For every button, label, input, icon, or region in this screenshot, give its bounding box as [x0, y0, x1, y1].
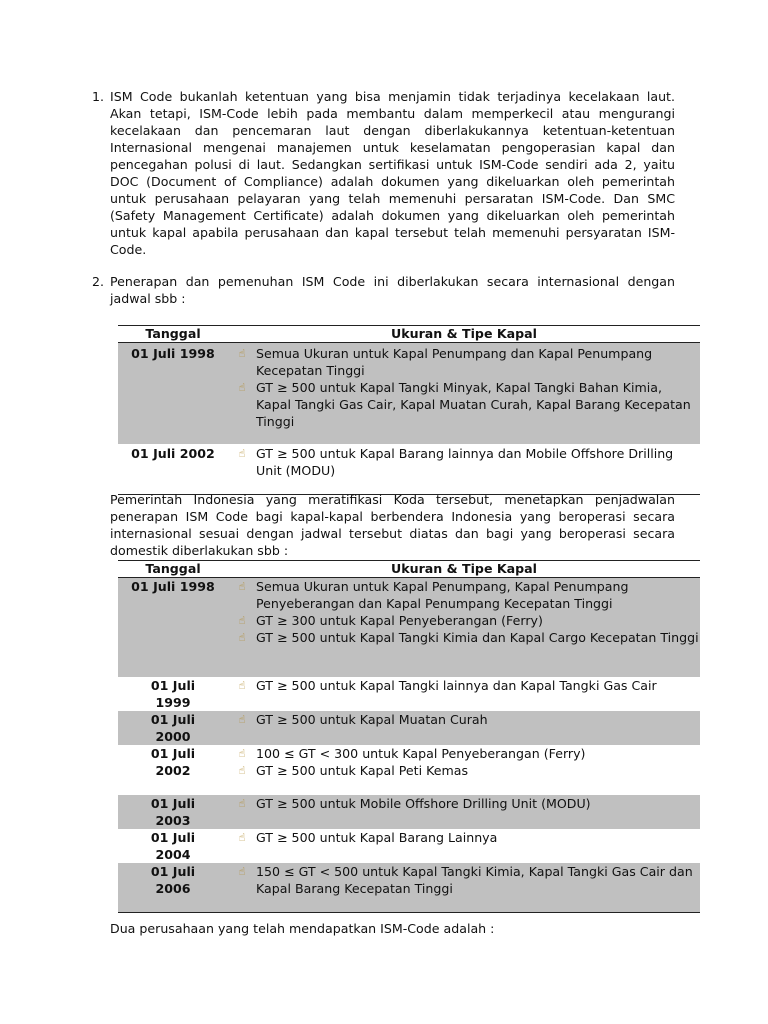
list-item: ☝ 150 ≤ GT < 500 untuk Kapal Tangki Kimia, Kapal Tangki Gas Cair dan Kapal Barang Kecepatan Tinggi [228, 863, 700, 897]
pointing-hand-icon: ☝ [238, 747, 246, 760]
list-item: ☝ GT ≥ 500 untuk Mobile Offshore Drilling Unit (MODU) [228, 795, 700, 812]
row-date: 01 Juli 2000 [150, 712, 196, 744]
schedule-table-domestic [118, 560, 700, 913]
column-header-date: Tanggal [118, 326, 228, 343]
list-item: ☝ GT ≥ 500 untuk Kapal Peti Kemas [228, 762, 700, 779]
pointing-hand-icon: ☝ [238, 580, 246, 593]
pointing-hand-icon: ☝ [238, 614, 246, 627]
list-number-1: 1. [92, 89, 105, 104]
table-row [118, 863, 700, 913]
list-item: ☝ GT ≥ 500 untuk Kapal Tangki Kimia dan Kapal Cargo Kecepatan Tinggi [228, 629, 700, 646]
table-row [118, 795, 700, 829]
closing-text: Dua perusahaan yang telah mendapatkan ISM-Code adalah : [110, 921, 495, 936]
pointing-hand-icon: ☝ [238, 679, 246, 692]
list-item: ☝ Semua Ukuran untuk Kapal Penumpang dan Kapal Penumpang Kecepatan Tinggi [228, 345, 700, 379]
row-date: 01 Juli 2002 [131, 446, 215, 461]
list-item: ☝ GT ≥ 500 untuk Kapal Barang Lainnya [228, 829, 700, 846]
list-item: ☝ GT ≥ 300 untuk Kapal Penyeberangan (Ferry) [228, 612, 700, 629]
table-row [118, 711, 700, 745]
row-date: 01 Juli 2006 [150, 864, 196, 896]
pointing-hand-icon: ☝ [238, 865, 246, 878]
paragraph-1: ISM Code bukanlah ketentuan yang bisa menjamin tidak terjadinya kecelakaan laut. Akan tetapi, ISM-Code lebih pada membantu dalam memperkecil atau mengurangi kecelakaan dan pencemaran laut dengan diberlakukannya ketentuan-ketentuan Internasional mengenai manajemen untuk keselamatan pengoperasian kapal dan pencegahan polusi di laut. Sedangkan sertifikasi untuk ISM-Code sendiri ada 2, yaitu DOC (Document of Compliance) adalah dokumen yang dikeluarkan oleh pemerintah untuk perusahaan pelayaran yang telah memenuhi persaratan ISM-Code. Dan SMC (Safety Management Certificate) adalah dokumen yang dikeluarkan oleh pemerintah untuk kapal apabila perusahaan dan kapal tersebut telah memenuhi persyaratan ISM-Code. [110, 89, 675, 257]
pointing-hand-icon: ☝ [238, 347, 246, 360]
regulation-paragraph: Pemerintah Indonesia yang meratifikasi Koda tersebut, menetapkan penjadwalan penerapan ISM Code bagi kapal-kapal berbendera Indonesia yang beroperasi secara internasional sesuai dengan jadwal tersebut diatas dan bagi yang beroperasi secara domestik diberlakukan sbb : [110, 492, 675, 558]
row-date: 01 Juli 1999 [150, 678, 196, 710]
list-item: ☝ GT ≥ 500 untuk Kapal Muatan Curah [228, 711, 700, 728]
table-row [118, 745, 700, 795]
list-item: ☝ GT ≥ 500 untuk Kapal Tangki Minyak, Kapal Tangki Bahan Kimia, Kapal Tangki Gas Cair, Kapal Muatan Curah, Kapal Barang Kecepatan Tinggi [228, 379, 700, 430]
row-date: 01 Juli 2004 [150, 830, 196, 862]
column-header-ship-type: Ukuran & Tipe Kapal [228, 326, 700, 343]
pointing-hand-icon: ☝ [238, 831, 246, 844]
column-header-date: Tanggal [118, 561, 228, 578]
row-date: 01 Juli 2002 [150, 746, 196, 778]
list-item: ☝ GT ≥ 500 untuk Kapal Barang lainnya dan Mobile Offshore Drilling Unit (MODU) [228, 445, 700, 479]
pointing-hand-icon: ☝ [238, 447, 246, 460]
schedule-table-international [118, 325, 700, 495]
list-item: ☝ Semua Ukuran untuk Kapal Penumpang, Kapal Penumpang Penyeberangan dan Kapal Penumpang Kecepatan Tinggi [228, 578, 700, 612]
pointing-hand-icon: ☝ [238, 381, 246, 394]
pointing-hand-icon: ☝ [238, 631, 246, 644]
table-row [118, 677, 700, 711]
table-row [118, 829, 700, 863]
row-date: 01 Juli 2003 [150, 796, 196, 828]
list-number-2: 2. [92, 274, 105, 289]
row-date: 01 Juli 1998 [131, 579, 215, 594]
paragraph-2: Penerapan dan pemenuhan ISM Code ini diberlakukan secara internasional dengan jadwal sbb : [110, 274, 675, 306]
table-row [118, 343, 700, 445]
row-date: 01 Juli 1998 [118, 343, 228, 445]
column-header-ship-type: Ukuran & Tipe Kapal [228, 561, 700, 578]
list-item: ☝ 100 ≤ GT < 300 untuk Kapal Penyeberangan (Ferry) [228, 745, 700, 762]
pointing-hand-icon: ☝ [238, 764, 246, 777]
table-row [118, 444, 700, 495]
pointing-hand-icon: ☝ [238, 797, 246, 810]
table-row [118, 578, 700, 678]
list-item: ☝ GT ≥ 500 untuk Kapal Tangki lainnya dan Kapal Tangki Gas Cair [228, 677, 700, 694]
pointing-hand-icon: ☝ [238, 713, 246, 726]
